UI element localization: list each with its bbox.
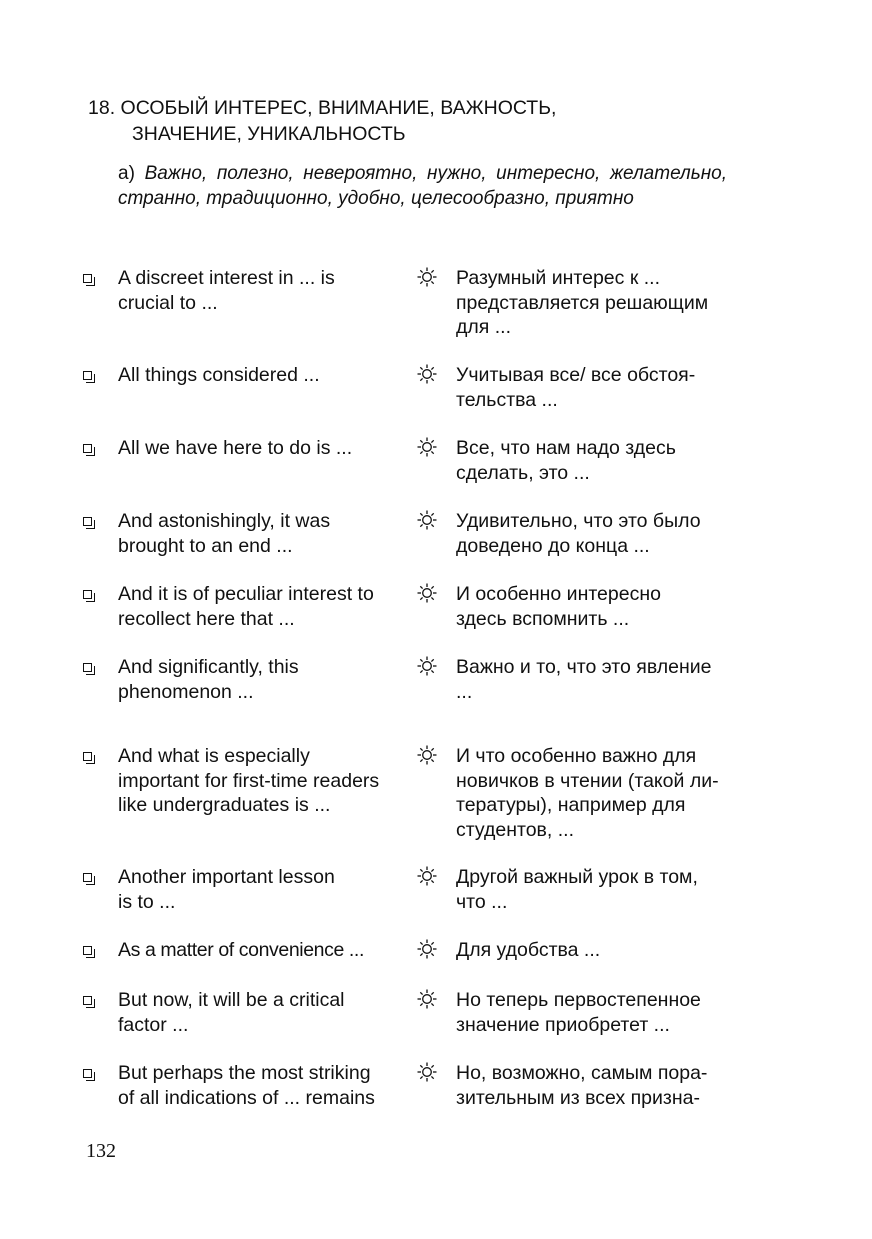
sun-bullet-icon bbox=[417, 656, 437, 676]
russian-translation: И что особенно важно для новичков в чтении (такой ли- тературы), например для студентов, ... bbox=[456, 745, 719, 841]
sun-bullet-icon bbox=[417, 583, 437, 603]
section-heading-line-2: ЗНАЧЕНИЕ, УНИКАЛЬНОСТЬ bbox=[132, 123, 406, 145]
sun-bullet-icon bbox=[417, 989, 437, 1009]
section-heading-line-1: 18. ОСОБЫЙ ИНТЕРЕС, ВНИМАНИЕ, ВАЖНОСТЬ, bbox=[88, 97, 557, 119]
section-heading bbox=[88, 95, 728, 147]
english-phrase: Another important lesson is to ... bbox=[118, 866, 335, 913]
english-phrase: And it is of peculiar interest to recollect here that ... bbox=[118, 583, 374, 630]
checkbox-bullet-icon bbox=[83, 517, 92, 526]
checkbox-bullet-icon bbox=[83, 663, 92, 672]
english-phrase: As a matter of convenience ... bbox=[118, 939, 364, 961]
sun-bullet-icon bbox=[417, 1062, 437, 1082]
russian-translation: Но теперь первостепенное значение приобретет ... bbox=[456, 989, 701, 1036]
russian-translation: Удивительно, что это было доведено до конца ... bbox=[456, 510, 701, 557]
checkbox-bullet-icon bbox=[83, 590, 92, 599]
sun-bullet-icon bbox=[417, 267, 437, 287]
english-phrase: All things considered ... bbox=[118, 364, 320, 386]
checkbox-bullet-icon bbox=[83, 946, 92, 955]
russian-translation: Все, что нам надо здесь сделать, это ... bbox=[456, 437, 676, 484]
sun-bullet-icon bbox=[417, 364, 437, 384]
russian-translation: Разумный интерес к ... представляется решающим для ... bbox=[456, 267, 709, 338]
english-phrase: But now, it will be a critical factor ... bbox=[118, 989, 345, 1036]
russian-translation: Но, возможно, самым пора- зительным из всех призна- bbox=[456, 1062, 708, 1109]
english-phrase: And astonishingly, it was brought to an end ... bbox=[118, 510, 331, 557]
page-number: 132 bbox=[86, 1140, 116, 1162]
english-phrase: A discreet interest in ... is crucial to ... bbox=[118, 267, 335, 314]
subsection-intro bbox=[118, 161, 727, 211]
russian-translation: Другой важный урок в том, что ... bbox=[456, 866, 698, 913]
russian-translation: Учитывая все/ все обстоя- тельства ... bbox=[456, 364, 696, 411]
checkbox-bullet-icon bbox=[83, 274, 92, 283]
checkbox-bullet-icon bbox=[83, 996, 92, 1005]
sun-bullet-icon bbox=[417, 437, 437, 457]
russian-translation: Для удобства ... bbox=[456, 939, 601, 961]
sun-bullet-icon bbox=[417, 745, 437, 765]
checkbox-bullet-icon bbox=[83, 752, 92, 761]
subsection-letter: а) bbox=[118, 163, 135, 184]
sun-bullet-icon bbox=[417, 510, 437, 530]
english-phrase: But perhaps the most striking of all indications of ... remains bbox=[118, 1062, 375, 1109]
russian-translation: И особенно интересно здесь вспомнить ... bbox=[456, 583, 661, 630]
english-phrase: And what is especially important for first-time readers like undergraduates is ... bbox=[118, 745, 380, 816]
sun-bullet-icon bbox=[417, 939, 437, 959]
english-phrase: And significantly, this phenomenon ... bbox=[118, 656, 299, 703]
russian-translation: Важно и то, что это явление ... bbox=[456, 656, 712, 703]
subsection-text: Важно, полезно, невероятно, нужно, интересно, желательно, странно, традиционно, удобно, целесообразно, приятно bbox=[118, 163, 728, 209]
sun-bullet-icon bbox=[417, 866, 437, 886]
english-phrase: All we have here to do is ... bbox=[118, 437, 353, 459]
checkbox-bullet-icon bbox=[83, 371, 92, 380]
checkbox-bullet-icon bbox=[83, 873, 92, 882]
checkbox-bullet-icon bbox=[83, 444, 92, 453]
checkbox-bullet-icon bbox=[83, 1069, 92, 1078]
